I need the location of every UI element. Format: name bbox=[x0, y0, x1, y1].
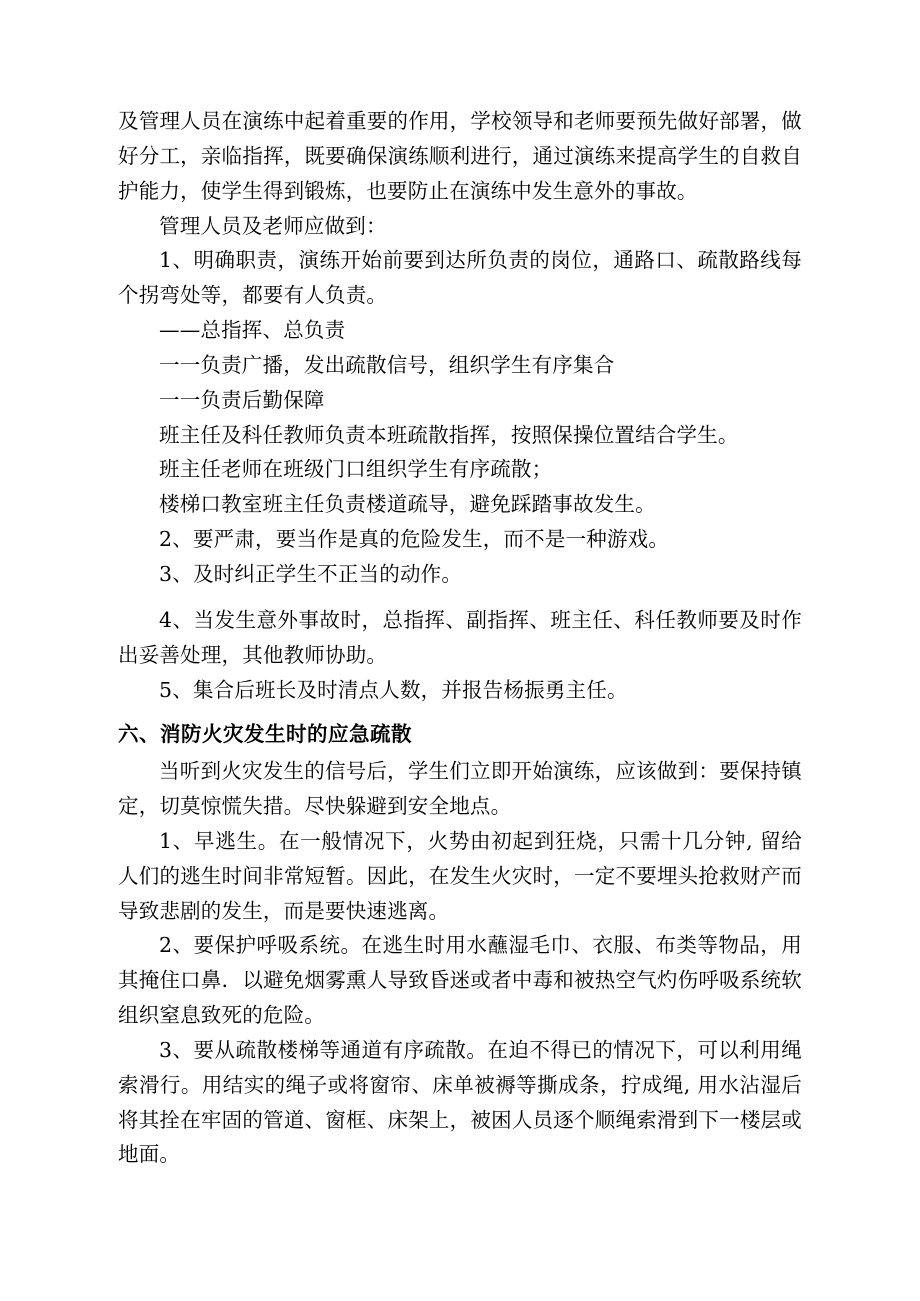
paragraph-continuation: 及管理人员在演练中起着重要的作用，学校领导和老师要预先做好部署，做好分工，亲临指挥，既要确保演练顺利进行，通过演练来提高学生的自救自护能力，使学生得到锻炼，也要防止在演练中发生意外的事故。 bbox=[118, 109, 802, 203]
paragraph-item-4: 4、当发生意外事故时，总指挥、副指挥、班主任、科任教师要及时作出妥善处理，其他教师协助。 bbox=[118, 607, 802, 667]
paragraph-teacher-1: 班主任及科任教师负责本班疏散指挥，按照保操位置结合学生。 bbox=[159, 422, 739, 447]
paragraph-teacher-3: 楼梯口教室班主任负责楼道疏导，避免踩踏事故发生。 bbox=[159, 492, 656, 517]
paragraph-spacer bbox=[118, 592, 802, 603]
paragraph-item-3: 3、及时纠正学生不正当的动作。 bbox=[159, 561, 463, 586]
paragraph-item-5: 5、集合后班长及时清点人数，并报告杨振勇主任。 bbox=[159, 677, 628, 702]
paragraph-teacher-2: 班主任老师在班级门口组织学生有序疏散； bbox=[159, 457, 553, 482]
paragraph-dash-2: 一一负责广播，发出疏散信号，组织学生有序集合 bbox=[159, 352, 615, 377]
section-heading-fire-evacuation: 六、消防火灾发生时的应急疏散 bbox=[118, 722, 412, 747]
paragraph-fire-1: 1、早逃生。在一般情况下，火势由初起到狂烧，只需十几分钟, 留给人们的逃生时间非常短暂。因此，在发生火灾时，一定不要埋头抢救财产而导致悲剧的发生，而是要快速逃离。 bbox=[118, 828, 802, 923]
paragraph-managers-intro: 管理人员及老师应做到： bbox=[159, 213, 387, 238]
document-body bbox=[118, 104, 802, 1172]
paragraph-item-2: 2、要严肃，要当作是真的危险发生，而不是一种游戏。 bbox=[159, 527, 670, 552]
paragraph-fire-intro: 当听到火灾发生的信号后，学生们立即开始演练，应该做到：要保持镇定，切莫惊慌失措。尽快躲避到安全地点。 bbox=[118, 759, 802, 819]
paragraph-dash-3: 一一负责后勤保障 bbox=[159, 387, 325, 412]
paragraph-dash-1: ——总指挥、总负责 bbox=[159, 318, 346, 343]
paragraph-fire-2: 2、要保护呼吸系统。在逃生时用水蘸湿毛巾、衣服、布类等物品，用其掩住口鼻．以避免烟雾熏人导致昏迷或者中毒和被热空气灼伤呼吸系统软组织窒息致死的危险。 bbox=[118, 933, 802, 1028]
paragraph-fire-3: 3、要从疏散楼梯等通道有序疏散。在迫不得已的情况下，可以利用绳索滑行。用结实的绳子或将窗帘、床单被褥等撕成条，拧成绳, 用水沾湿后将其拴在牢固的管道、窗框、床架上，被困人员逐个顺绳索滑到下一楼层或地面。 bbox=[118, 1037, 802, 1167]
paragraph-item-1: 1、明确职责，演练开始前要到达所负责的岗位，通路口、疏散路线每个拐弯处等，都要有人负责。 bbox=[118, 248, 802, 308]
